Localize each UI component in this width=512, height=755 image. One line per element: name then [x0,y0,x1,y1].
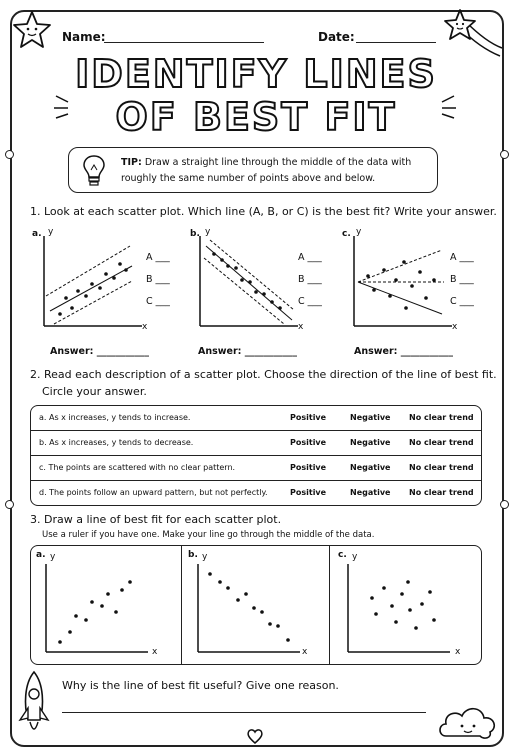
row-text: c. The points are scattered with no clear pattern. [39,463,236,472]
heart-icon [246,728,264,744]
row-text: d. The points follow an upward pattern, but not perfectly. [39,488,268,497]
q2-table [30,405,482,506]
q1-plot-c [354,236,454,328]
name-field[interactable] [104,42,264,43]
q3-plot-a-letter: a. [36,550,46,560]
option-a[interactable]: A ___ [298,252,322,263]
tip-label: TIP: [121,157,142,168]
tip-text [121,155,421,187]
option-b[interactable]: B ___ [298,274,322,285]
option-no-trend[interactable]: No clear trend [409,463,474,472]
date-field[interactable] [356,42,436,43]
option-negative[interactable]: Negative [350,463,391,472]
q4-prompt: Why is the line of best fit useful? Give one reason. [62,679,339,692]
tip-body: Draw a straight line through the middle of the data with roughly the same number of points above and below. [121,157,412,184]
option-positive[interactable]: Positive [290,488,327,497]
q1-plot-c-letter: c. [342,229,351,239]
y-axis-label: y [48,227,54,237]
x-axis-label: x [152,647,158,657]
q3-prompt: 3. Draw a line of best fit for each scatter plot. [30,513,282,526]
table-row [31,456,481,481]
option-negative[interactable]: Negative [350,488,391,497]
option-no-trend[interactable]: No clear trend [409,438,474,447]
option-negative[interactable]: Negative [350,413,391,422]
table-row [31,431,481,456]
option-c[interactable]: C ___ [450,296,474,307]
x-axis-label: x [302,647,308,657]
divider [329,546,330,664]
q1-plot-a [44,236,144,328]
rocket-icon [12,668,56,744]
table-row [31,406,481,431]
sparkle-lines-icon [430,90,460,120]
x-axis-label: x [452,322,458,332]
option-positive[interactable]: Positive [290,413,327,422]
title-line-2: OF BEST FIT [115,95,397,139]
q1-plot-c-answer[interactable]: Answer: ___________ [354,346,454,357]
q3-plot-a[interactable] [46,564,150,654]
y-axis-label: y [205,227,211,237]
option-a[interactable]: A ___ [450,252,474,263]
q3-sub: Use a ruler if you have one. Make your line go through the middle of the data. [42,530,375,540]
option-b[interactable]: B ___ [450,274,474,285]
star-doodle-icon [12,10,52,50]
option-positive[interactable]: Positive [290,463,327,472]
q1-plot-b-answer[interactable]: Answer: ___________ [198,346,298,357]
q1-plot-a-letter: a. [32,229,42,239]
q3-plot-b[interactable] [198,564,302,654]
q2-prompt-2: Circle your answer. [42,385,147,398]
tip-box [68,147,438,193]
border-dot [500,150,509,159]
option-b[interactable]: B ___ [146,274,170,285]
option-a[interactable]: A ___ [146,252,170,263]
x-axis-label: x [455,647,461,657]
row-text: b. As x increases, y tends to decrease. [39,438,194,447]
y-axis-label: y [356,227,362,237]
option-positive[interactable]: Positive [290,438,327,447]
name-label: Name: [62,30,106,44]
q1-plot-b-letter: b. [190,229,200,239]
divider [181,546,182,664]
q1-prompt: 1. Look at each scatter plot. Which line (A, B, or C) is the best fit? Write your answer. [30,205,497,218]
q1-plot-b [200,236,300,328]
option-no-trend[interactable]: No clear trend [409,413,474,422]
x-axis-label: x [142,322,148,332]
option-c[interactable]: C ___ [298,296,322,307]
q4-answer-line[interactable] [62,712,426,713]
x-axis-label: x [298,322,304,332]
option-no-trend[interactable]: No clear trend [409,488,474,497]
cloud-icon [436,700,502,742]
date-label: Date: [318,30,355,44]
option-c[interactable]: C ___ [146,296,170,307]
y-axis-label: y [202,552,208,562]
option-negative[interactable]: Negative [350,438,391,447]
border-dot [5,150,14,159]
q1-plot-a-answer[interactable]: Answer: ___________ [50,346,150,357]
title-line-1: IDENTIFY LINES [75,52,437,96]
row-text: a. As x increases, y tends to increase. [39,413,191,422]
q2-prompt: 2. Read each description of a scatter plot. Choose the direction of the line of best fit. [30,368,497,381]
table-row [31,481,481,505]
border-dot [5,500,14,509]
q3-plot-c[interactable] [348,564,452,654]
q3-plot-b-letter: b. [188,550,198,560]
sparkle-lines-icon [50,90,80,120]
q3-plot-c-letter: c. [338,550,347,560]
y-axis-label: y [352,552,358,562]
border-dot [500,500,509,509]
lightbulb-icon [79,152,109,188]
y-axis-label: y [50,552,56,562]
